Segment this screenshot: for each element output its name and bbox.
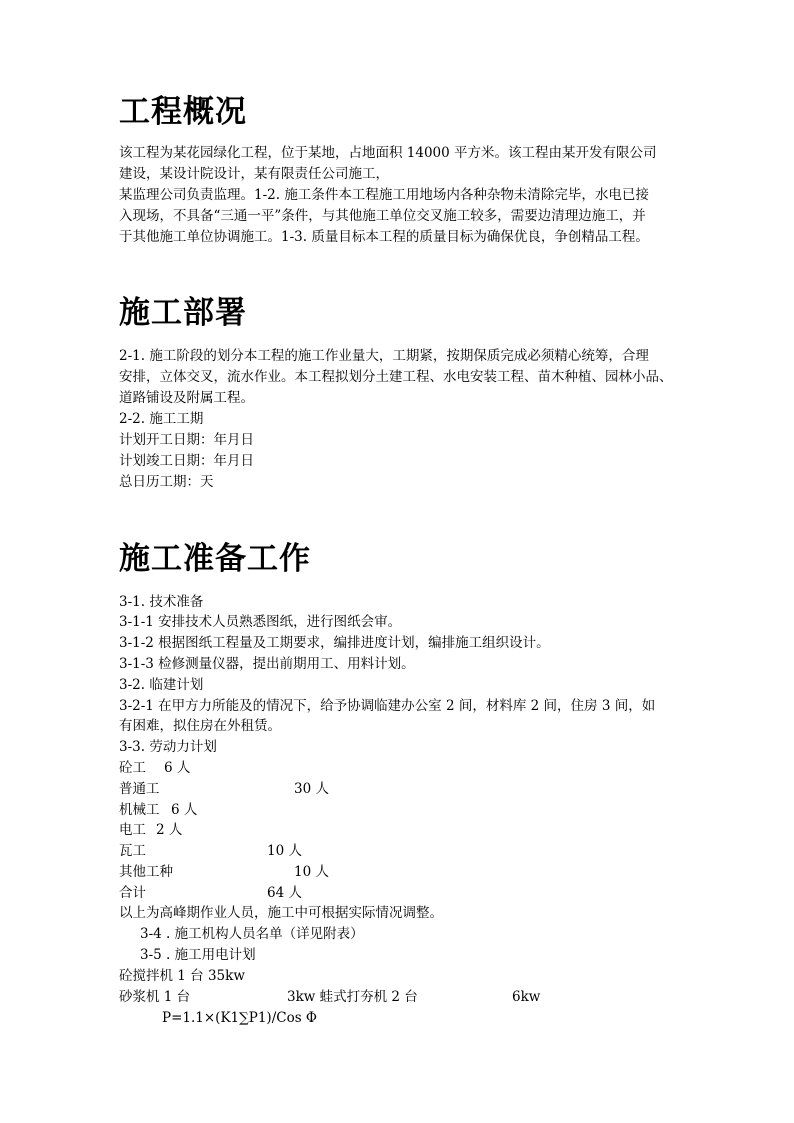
labor-name: 瓦工: [119, 843, 146, 859]
labor-name: 其他工种: [119, 864, 173, 880]
labor-count: 64 人: [267, 885, 302, 901]
deployment-line-3: 道路铺设及附属工程。: [119, 390, 254, 406]
deployment-line-2: 安排，立体交叉，流水作业。本工程拟划分土建工程、水电安装工程、苗木种植、园林小品、: [119, 369, 673, 385]
labor-count: 6 人: [164, 760, 191, 776]
rammer-label: 3kw 蛙式打夯机 2 台: [287, 989, 418, 1005]
power-item-mixer: 砼搅拌机 1 台 35kw: [119, 968, 245, 984]
labor-row: [119, 800, 198, 820]
section-heading-overview: 工程概况: [119, 94, 247, 130]
labor-name: 普通工: [119, 781, 160, 797]
section-heading-preparation: 施工准备工作: [119, 541, 311, 577]
tech-prep-item-3: 3-1-3 检修测量仪器，提出前期用工、用料计划。: [119, 656, 415, 672]
planned-completion-date: 计划竣工日期：年月日: [119, 453, 254, 469]
power-formula: P=1.1×(K1∑P1)/Cos Φ: [162, 1010, 317, 1026]
total-calendar-days: 总日历工期：天: [119, 474, 214, 490]
labor-count: 2 人: [156, 822, 183, 838]
labor-name: 合计: [119, 885, 146, 901]
section-heading-deployment: 施工部署: [119, 295, 247, 331]
labor-row: [119, 758, 191, 778]
labor-count: 10 人: [267, 843, 302, 859]
labor-name: 电工: [119, 822, 146, 838]
tech-prep-item-2: 3-1-2 根据图纸工程量及工期要求，编排进度计划，编排施工组织设计。: [119, 635, 550, 651]
temp-facilities-item-1-cont: 有困难，拟住房在外租赁。: [119, 718, 281, 734]
rammer-power: 6kw: [512, 989, 541, 1005]
schedule-heading: 2-2. 施工工期: [119, 411, 204, 427]
temp-facilities-heading: 3-2. 临建计划: [119, 677, 204, 693]
overview-line-2: 建设，某设计院设计，某有限责任公司施工，: [119, 166, 389, 182]
labor-count: 6 人: [171, 802, 198, 818]
labor-row: [119, 883, 302, 903]
deployment-line-1: 2-1. 施工阶段的划分本工程的施工作业量大，工期紧，按期保质完成必须精心统筹，合理: [119, 348, 649, 364]
tech-prep-item-1: 3-1-1 安排技术人员熟悉图纸，进行图纸会审。: [119, 614, 402, 630]
labor-row: [119, 841, 302, 861]
power-item-mortar: [119, 987, 541, 1007]
labor-note: 以上为高峰期作业人员，施工中可根据实际情况调整。: [119, 905, 443, 921]
labor-row: [119, 820, 183, 840]
planned-start-date: 计划开工日期：年月日: [119, 432, 254, 448]
overview-line-4: 入现场，不具备“三通一平”条件，与其他施工单位交叉施工较多，需要边清理边施工，并: [119, 208, 646, 224]
overview-line-1: 该工程为某花园绿化工程，位于某地，占地面积 14000 平方米。该工程由某开发有限公司: [119, 145, 657, 161]
tech-prep-heading: 3-1. 技术准备: [119, 594, 204, 610]
overview-line-3: 某监理公司负责监理。1-2. 施工条件本工程施工用地场内各种杂物未清除完毕，水电已接: [119, 187, 649, 203]
temp-facilities-item-1: 3-2-1 在甲方力所能及的情况下，给予协调临建办公室 2 间，材料库 2 间，住房 3 间，如: [119, 698, 656, 714]
labor-plan-heading: 3-3. 劳动力计划: [119, 739, 217, 755]
labor-name: 砼工: [119, 760, 146, 776]
mortar-machine-label: 砂浆机 1 台: [119, 989, 191, 1005]
staff-list-heading: 3-4 . 施工机构人员名单（详见附表）: [140, 926, 364, 942]
power-plan-heading: 3-5 . 施工用电计划: [140, 947, 256, 963]
labor-count: 30 人: [294, 781, 329, 797]
overview-line-5: 于其他施工单位协调施工。1-3. 质量目标本工程的质量目标为确保优良，争创精品工程。: [119, 229, 649, 245]
labor-count: 10 人: [294, 864, 329, 880]
labor-row: [119, 862, 329, 882]
labor-name: 机械工: [119, 802, 160, 818]
labor-row: [119, 779, 329, 799]
